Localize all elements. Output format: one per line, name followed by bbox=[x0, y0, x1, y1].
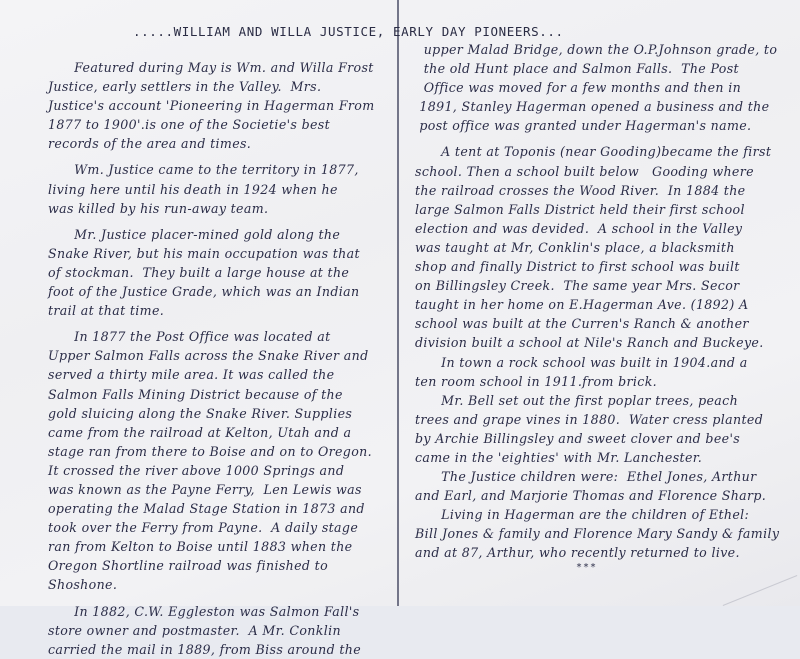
text-line: taught in her home on E.Hagerman Ave. (1892) A bbox=[415, 297, 749, 313]
text-line: operating the Malad Stage Station in 1873 and bbox=[48, 501, 365, 517]
text-line: Mr. Bell set out the first poplar trees, peach bbox=[415, 392, 739, 408]
text-line: 1891, Stanley Hagerman opened a business and the bbox=[415, 99, 770, 115]
text-line: Mr. Justice placer-mined gold along the bbox=[48, 226, 341, 242]
text-line: by Archie Billingsley and sweet clover and bee's bbox=[415, 430, 741, 446]
text-line: upper Malad Bridge, down the O.P.Johnson grade, to bbox=[415, 42, 778, 57]
text-line: Featured during May is Wm. and Willa Frost bbox=[48, 60, 374, 75]
text-line: the railroad crosses the Wood River. In 1884 the bbox=[415, 182, 746, 198]
text-line: on Billingsley Creek. The same year Mrs. Secor bbox=[415, 278, 740, 294]
text-line: store owner and postmaster. A Mr. Conklin bbox=[48, 622, 341, 638]
text-line: school was built at the Curren's Ranch & another bbox=[415, 316, 749, 332]
paragraph-gap bbox=[48, 218, 400, 225]
end-mark: *** bbox=[576, 562, 598, 573]
text-line: and at 87, Arthur, who recently returned to live. bbox=[415, 545, 740, 561]
text-line: gold sluicing along the Snake River. Supplies bbox=[48, 405, 353, 421]
text-line: was known as the Payne Ferry, Len Lewis was bbox=[48, 481, 362, 497]
paper-crease bbox=[723, 575, 798, 606]
text-line: foot of the Justice Grade, which was an Indian bbox=[48, 284, 360, 300]
text-line: In town a rock school was built in 1904.and a bbox=[415, 354, 748, 370]
text-line: Justice's account 'Pioneering in Hagerman From bbox=[48, 98, 375, 114]
text-line: and Earl, and Marjorie Thomas and Florence Sharp. bbox=[415, 488, 767, 504]
left-column bbox=[48, 58, 400, 659]
text-line: division built a school at Nile's Ranch and Buckeye. bbox=[415, 335, 764, 351]
text-line: trail at that time. bbox=[48, 303, 165, 319]
text-line: carried the mail in 1889, from Biss around the bbox=[48, 641, 362, 657]
text-line: Shoshone. bbox=[48, 577, 118, 593]
text-line: election and was devided. A school in the Valley bbox=[415, 220, 743, 236]
text-line: Wm. Justice came to the territory in 1877, bbox=[48, 162, 359, 178]
text-line: A tent at Toponis (near Gooding)became the first bbox=[415, 144, 772, 160]
text-line: took over the Ferry from Payne. A daily stage bbox=[48, 520, 359, 536]
text-line: It crossed the river above 1000 Springs and bbox=[48, 462, 345, 478]
text-line: Snake River, but his main occupation was that bbox=[48, 245, 360, 261]
text-line: The Justice children were: Ethel Jones, Arthur bbox=[415, 469, 757, 485]
text-line: trees and grape vines in 1880. Water cress planted bbox=[415, 411, 764, 427]
paragraph-gap bbox=[48, 153, 400, 160]
text-line: Upper Salmon Falls across the Snake River and bbox=[48, 348, 369, 364]
text-line: In 1882, C.W. Eggleston was Salmon Fall's bbox=[48, 603, 360, 619]
text-line: In 1877 the Post Office was located at bbox=[48, 329, 331, 345]
text-line: of stockman. They built a large house at the bbox=[48, 264, 350, 280]
text-line: Living in Hagerman are the children of Ethel: bbox=[415, 507, 750, 523]
text-line: was killed by his run-away team. bbox=[48, 200, 269, 216]
document-title: .....WILLIAM AND WILLA JUSTICE, EARLY DAY PIONEERS... bbox=[133, 24, 564, 39]
text-line: records of the area and times. bbox=[48, 136, 252, 152]
text-line: Office was moved for a few months and then in bbox=[415, 80, 742, 96]
text-line: large Salmon Falls District held their first school bbox=[415, 201, 745, 217]
right-column bbox=[415, 40, 800, 563]
text-line: school. Then a school built below Gooding where bbox=[415, 163, 754, 179]
text-line: Oregon Shortline railroad was finished to bbox=[48, 558, 329, 574]
text-line: ten room school in 1911.from brick. bbox=[415, 373, 658, 389]
text-line: came from the railroad at Kelton, Utah and a bbox=[48, 424, 352, 440]
text-line: Salmon Falls Mining District because of the bbox=[48, 386, 343, 402]
text-line: post office was granted under Hagerman's name. bbox=[415, 118, 752, 134]
text-line: served a thirty mile area. It was called the bbox=[48, 367, 335, 383]
text-line: 1877 to 1900'.is one of the Societie's best bbox=[48, 117, 331, 133]
text-line: living here until his death in 1924 when he bbox=[48, 181, 338, 197]
text-line: Bill Jones & family and Florence Mary Sandy & family bbox=[415, 526, 780, 542]
text-line: Justice, early settlers in the Valley. Mrs. bbox=[48, 79, 322, 95]
text-line: shop and finally District to first school was built bbox=[415, 259, 740, 275]
paragraph-gap bbox=[48, 595, 400, 602]
text-line: was taught at Mr, Conklin's place, a blacksmith bbox=[415, 239, 735, 255]
paragraph-gap bbox=[415, 135, 800, 142]
text-line: ran from Kelton to Boise until 1883 when the bbox=[48, 539, 353, 555]
text-line: the old Hunt place and Salmon Falls. The Post bbox=[415, 61, 739, 77]
text-line: came in the 'eighties' with Mr. Lanchester. bbox=[415, 449, 703, 465]
text-line: stage ran from there to Boise and on to Oregon. bbox=[48, 443, 372, 459]
paragraph-gap bbox=[48, 320, 400, 327]
